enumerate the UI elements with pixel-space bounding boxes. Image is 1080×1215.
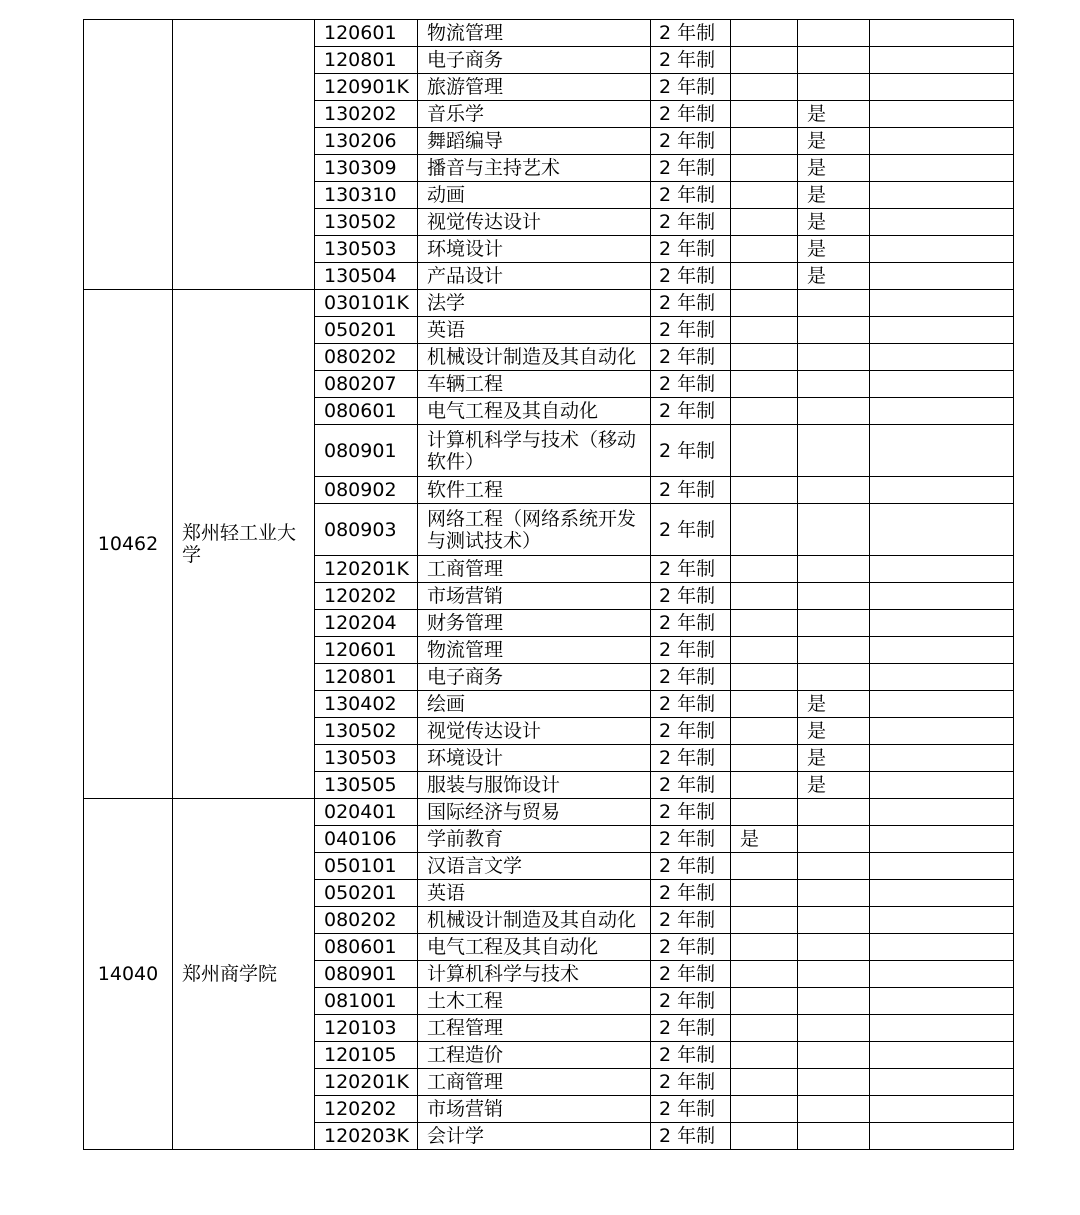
- table-row: [84, 799, 1014, 826]
- major-name-cell: 工商管理: [418, 1069, 651, 1096]
- extra-cell: [870, 907, 1014, 934]
- duration-cell: 2 年制: [651, 155, 731, 182]
- duration-cell: 2 年制: [651, 880, 731, 907]
- major-code-cell: 120203K: [315, 1123, 418, 1150]
- major-code-cell: 130309: [315, 155, 418, 182]
- major-name-cell: 车辆工程: [418, 371, 651, 398]
- flag-b-cell: [798, 477, 870, 504]
- major-name-cell: 动画: [418, 182, 651, 209]
- major-code-cell: 130310: [315, 182, 418, 209]
- major-code-cell: 130502: [315, 209, 418, 236]
- duration-cell: 2 年制: [651, 1042, 731, 1069]
- extra-cell: [870, 664, 1014, 691]
- major-name-cell: 电气工程及其自动化: [418, 398, 651, 425]
- flag-a-cell: [731, 20, 798, 47]
- flag-a-cell: [731, 425, 798, 477]
- flag-b-cell: [798, 934, 870, 961]
- flag-a-cell: 是: [731, 826, 798, 853]
- flag-b-cell: 是: [798, 101, 870, 128]
- major-name-cell: 法学: [418, 290, 651, 317]
- flag-b-cell: [798, 425, 870, 477]
- flag-a-cell: [731, 880, 798, 907]
- flag-a-cell: [731, 236, 798, 263]
- extra-cell: [870, 101, 1014, 128]
- duration-cell: 2 年制: [651, 1096, 731, 1123]
- flag-a-cell: [731, 209, 798, 236]
- flag-b-cell: [798, 317, 870, 344]
- major-name-cell: 电气工程及其自动化: [418, 934, 651, 961]
- major-code-cell: 130505: [315, 772, 418, 799]
- flag-b-cell: 是: [798, 182, 870, 209]
- major-code-cell: 130502: [315, 718, 418, 745]
- major-name-cell: 机械设计制造及其自动化: [418, 907, 651, 934]
- major-name-cell: 工商管理: [418, 556, 651, 583]
- major-name-cell: 计算机科学与技术（移动软件）: [418, 425, 651, 477]
- flag-b-cell: 是: [798, 718, 870, 745]
- duration-cell: 2 年制: [651, 934, 731, 961]
- major-code-cell: 120601: [315, 20, 418, 47]
- extra-cell: [870, 236, 1014, 263]
- major-code-cell: 120801: [315, 664, 418, 691]
- duration-cell: 2 年制: [651, 799, 731, 826]
- major-name-cell: 绘画: [418, 691, 651, 718]
- flag-a-cell: [731, 128, 798, 155]
- duration-cell: 2 年制: [651, 664, 731, 691]
- flag-b-cell: [798, 637, 870, 664]
- flag-b-cell: [798, 826, 870, 853]
- extra-cell: [870, 799, 1014, 826]
- major-name-cell: 工程管理: [418, 1015, 651, 1042]
- flag-a-cell: [731, 371, 798, 398]
- flag-a-cell: [731, 263, 798, 290]
- flag-a-cell: [731, 1069, 798, 1096]
- majors-table: [83, 19, 1014, 1150]
- major-code-cell: 130206: [315, 128, 418, 155]
- duration-cell: 2 年制: [651, 263, 731, 290]
- flag-a-cell: [731, 344, 798, 371]
- extra-cell: [870, 610, 1014, 637]
- extra-cell: [870, 1123, 1014, 1150]
- major-name-cell: 英语: [418, 317, 651, 344]
- flag-a-cell: [731, 610, 798, 637]
- duration-cell: 2 年制: [651, 317, 731, 344]
- major-name-cell: 计算机科学与技术: [418, 961, 651, 988]
- duration-cell: 2 年制: [651, 504, 731, 556]
- major-name-cell: 财务管理: [418, 610, 651, 637]
- flag-b-cell: [798, 1042, 870, 1069]
- flag-a-cell: [731, 745, 798, 772]
- duration-cell: 2 年制: [651, 20, 731, 47]
- major-code-cell: 120201K: [315, 556, 418, 583]
- major-name-cell: 舞蹈编导: [418, 128, 651, 155]
- extra-cell: [870, 880, 1014, 907]
- flag-b-cell: [798, 610, 870, 637]
- flag-b-cell: 是: [798, 772, 870, 799]
- major-name-cell: 英语: [418, 880, 651, 907]
- major-name-cell: 电子商务: [418, 664, 651, 691]
- flag-a-cell: [731, 504, 798, 556]
- flag-a-cell: [731, 155, 798, 182]
- duration-cell: 2 年制: [651, 637, 731, 664]
- major-name-cell: 国际经济与贸易: [418, 799, 651, 826]
- flag-a-cell: [731, 477, 798, 504]
- extra-cell: [870, 398, 1014, 425]
- extra-cell: [870, 826, 1014, 853]
- duration-cell: 2 年制: [651, 583, 731, 610]
- major-code-cell: 120601: [315, 637, 418, 664]
- flag-b-cell: [798, 880, 870, 907]
- flag-b-cell: 是: [798, 236, 870, 263]
- extra-cell: [870, 745, 1014, 772]
- major-name-cell: 环境设计: [418, 236, 651, 263]
- extra-cell: [870, 209, 1014, 236]
- major-name-cell: 视觉传达设计: [418, 209, 651, 236]
- major-code-cell: 080202: [315, 907, 418, 934]
- duration-cell: 2 年制: [651, 47, 731, 74]
- major-code-cell: 120202: [315, 1096, 418, 1123]
- school-code-cell: [84, 20, 173, 290]
- school-code-cell: 14040: [84, 799, 173, 1150]
- flag-b-cell: [798, 504, 870, 556]
- flag-b-cell: [798, 799, 870, 826]
- extra-cell: [870, 637, 1014, 664]
- duration-cell: 2 年制: [651, 344, 731, 371]
- flag-a-cell: [731, 182, 798, 209]
- extra-cell: [870, 20, 1014, 47]
- extra-cell: [870, 477, 1014, 504]
- extra-cell: [870, 425, 1014, 477]
- flag-b-cell: [798, 1123, 870, 1150]
- extra-cell: [870, 1096, 1014, 1123]
- major-code-cell: 080903: [315, 504, 418, 556]
- duration-cell: 2 年制: [651, 425, 731, 477]
- extra-cell: [870, 504, 1014, 556]
- duration-cell: 2 年制: [651, 371, 731, 398]
- flag-b-cell: [798, 664, 870, 691]
- major-name-cell: 会计学: [418, 1123, 651, 1150]
- flag-a-cell: [731, 637, 798, 664]
- flag-b-cell: [798, 20, 870, 47]
- duration-cell: 2 年制: [651, 745, 731, 772]
- flag-a-cell: [731, 961, 798, 988]
- table-row: [84, 20, 1014, 47]
- flag-b-cell: [798, 398, 870, 425]
- major-code-cell: 120204: [315, 610, 418, 637]
- major-name-cell: 物流管理: [418, 20, 651, 47]
- major-code-cell: 120201K: [315, 1069, 418, 1096]
- duration-cell: 2 年制: [651, 477, 731, 504]
- school-name-cell: 郑州轻工业大学: [173, 290, 315, 799]
- flag-a-cell: [731, 907, 798, 934]
- duration-cell: 2 年制: [651, 691, 731, 718]
- flag-b-cell: [798, 371, 870, 398]
- table-row: [84, 290, 1014, 317]
- flag-b-cell: 是: [798, 263, 870, 290]
- flag-a-cell: [731, 1015, 798, 1042]
- major-name-cell: 市场营销: [418, 583, 651, 610]
- extra-cell: [870, 317, 1014, 344]
- duration-cell: 2 年制: [651, 853, 731, 880]
- flag-b-cell: [798, 907, 870, 934]
- major-name-cell: 视觉传达设计: [418, 718, 651, 745]
- flag-b-cell: 是: [798, 745, 870, 772]
- school-name-cell: [173, 20, 315, 290]
- major-code-cell: 080601: [315, 934, 418, 961]
- major-code-cell: 120801: [315, 47, 418, 74]
- extra-cell: [870, 1042, 1014, 1069]
- flag-a-cell: [731, 398, 798, 425]
- major-code-cell: 020401: [315, 799, 418, 826]
- duration-cell: 2 年制: [651, 961, 731, 988]
- flag-a-cell: [731, 1123, 798, 1150]
- flag-a-cell: [731, 1042, 798, 1069]
- extra-cell: [870, 853, 1014, 880]
- flag-b-cell: [798, 988, 870, 1015]
- flag-b-cell: [798, 47, 870, 74]
- duration-cell: 2 年制: [651, 556, 731, 583]
- duration-cell: 2 年制: [651, 128, 731, 155]
- flag-a-cell: [731, 290, 798, 317]
- flag-a-cell: [731, 47, 798, 74]
- extra-cell: [870, 371, 1014, 398]
- flag-a-cell: [731, 934, 798, 961]
- extra-cell: [870, 583, 1014, 610]
- flag-a-cell: [731, 691, 798, 718]
- major-code-cell: 130202: [315, 101, 418, 128]
- major-name-cell: 音乐学: [418, 101, 651, 128]
- extra-cell: [870, 556, 1014, 583]
- extra-cell: [870, 1015, 1014, 1042]
- flag-b-cell: [798, 961, 870, 988]
- flag-a-cell: [731, 799, 798, 826]
- duration-cell: 2 年制: [651, 1123, 731, 1150]
- major-code-cell: 080601: [315, 398, 418, 425]
- flag-b-cell: [798, 1069, 870, 1096]
- major-name-cell: 市场营销: [418, 1096, 651, 1123]
- flag-b-cell: [798, 74, 870, 101]
- flag-b-cell: 是: [798, 155, 870, 182]
- major-code-cell: 120103: [315, 1015, 418, 1042]
- flag-b-cell: [798, 344, 870, 371]
- extra-cell: [870, 47, 1014, 74]
- duration-cell: 2 年制: [651, 718, 731, 745]
- major-code-cell: 130504: [315, 263, 418, 290]
- major-code-cell: 040106: [315, 826, 418, 853]
- flag-a-cell: [731, 101, 798, 128]
- major-name-cell: 工程造价: [418, 1042, 651, 1069]
- extra-cell: [870, 290, 1014, 317]
- school-name-cell: 郑州商学院: [173, 799, 315, 1150]
- major-name-cell: 产品设计: [418, 263, 651, 290]
- flag-a-cell: [731, 1096, 798, 1123]
- flag-a-cell: [731, 988, 798, 1015]
- flag-a-cell: [731, 317, 798, 344]
- major-name-cell: 旅游管理: [418, 74, 651, 101]
- duration-cell: 2 年制: [651, 907, 731, 934]
- major-name-cell: 服装与服饰设计: [418, 772, 651, 799]
- duration-cell: 2 年制: [651, 398, 731, 425]
- flag-a-cell: [731, 74, 798, 101]
- flag-b-cell: [798, 583, 870, 610]
- major-name-cell: 土木工程: [418, 988, 651, 1015]
- duration-cell: 2 年制: [651, 74, 731, 101]
- major-name-cell: 电子商务: [418, 47, 651, 74]
- duration-cell: 2 年制: [651, 182, 731, 209]
- major-code-cell: 080207: [315, 371, 418, 398]
- extra-cell: [870, 1069, 1014, 1096]
- major-name-cell: 网络工程（网络系统开发与测试技术）: [418, 504, 651, 556]
- major-name-cell: 汉语言文学: [418, 853, 651, 880]
- extra-cell: [870, 934, 1014, 961]
- flag-a-cell: [731, 718, 798, 745]
- extra-cell: [870, 155, 1014, 182]
- flag-b-cell: [798, 1096, 870, 1123]
- major-code-cell: 080202: [315, 344, 418, 371]
- flag-b-cell: [798, 853, 870, 880]
- table-body: [84, 20, 1014, 1150]
- major-code-cell: 120105: [315, 1042, 418, 1069]
- major-code-cell: 130402: [315, 691, 418, 718]
- major-code-cell: 050201: [315, 317, 418, 344]
- major-code-cell: 130503: [315, 745, 418, 772]
- extra-cell: [870, 74, 1014, 101]
- major-name-cell: 环境设计: [418, 745, 651, 772]
- flag-a-cell: [731, 853, 798, 880]
- extra-cell: [870, 718, 1014, 745]
- major-name-cell: 机械设计制造及其自动化: [418, 344, 651, 371]
- duration-cell: 2 年制: [651, 988, 731, 1015]
- extra-cell: [870, 772, 1014, 799]
- flag-a-cell: [731, 556, 798, 583]
- extra-cell: [870, 263, 1014, 290]
- major-code-cell: 050201: [315, 880, 418, 907]
- duration-cell: 2 年制: [651, 610, 731, 637]
- duration-cell: 2 年制: [651, 1069, 731, 1096]
- flag-a-cell: [731, 664, 798, 691]
- major-code-cell: 080901: [315, 425, 418, 477]
- duration-cell: 2 年制: [651, 826, 731, 853]
- major-name-cell: 物流管理: [418, 637, 651, 664]
- flag-b-cell: 是: [798, 128, 870, 155]
- major-name-cell: 软件工程: [418, 477, 651, 504]
- school-code-cell: 10462: [84, 290, 173, 799]
- extra-cell: [870, 961, 1014, 988]
- duration-cell: 2 年制: [651, 772, 731, 799]
- flag-a-cell: [731, 583, 798, 610]
- major-code-cell: 080901: [315, 961, 418, 988]
- duration-cell: 2 年制: [651, 209, 731, 236]
- duration-cell: 2 年制: [651, 290, 731, 317]
- flag-a-cell: [731, 772, 798, 799]
- duration-cell: 2 年制: [651, 236, 731, 263]
- major-name-cell: 播音与主持艺术: [418, 155, 651, 182]
- major-code-cell: 130503: [315, 236, 418, 263]
- extra-cell: [870, 988, 1014, 1015]
- extra-cell: [870, 128, 1014, 155]
- extra-cell: [870, 344, 1014, 371]
- flag-b-cell: 是: [798, 691, 870, 718]
- major-code-cell: 120901K: [315, 74, 418, 101]
- flag-b-cell: [798, 556, 870, 583]
- duration-cell: 2 年制: [651, 101, 731, 128]
- flag-b-cell: [798, 290, 870, 317]
- major-name-cell: 学前教育: [418, 826, 651, 853]
- major-code-cell: 050101: [315, 853, 418, 880]
- flag-b-cell: [798, 1015, 870, 1042]
- major-code-cell: 030101K: [315, 290, 418, 317]
- major-code-cell: 080902: [315, 477, 418, 504]
- duration-cell: 2 年制: [651, 1015, 731, 1042]
- extra-cell: [870, 182, 1014, 209]
- major-code-cell: 120202: [315, 583, 418, 610]
- extra-cell: [870, 691, 1014, 718]
- flag-b-cell: 是: [798, 209, 870, 236]
- major-code-cell: 081001: [315, 988, 418, 1015]
